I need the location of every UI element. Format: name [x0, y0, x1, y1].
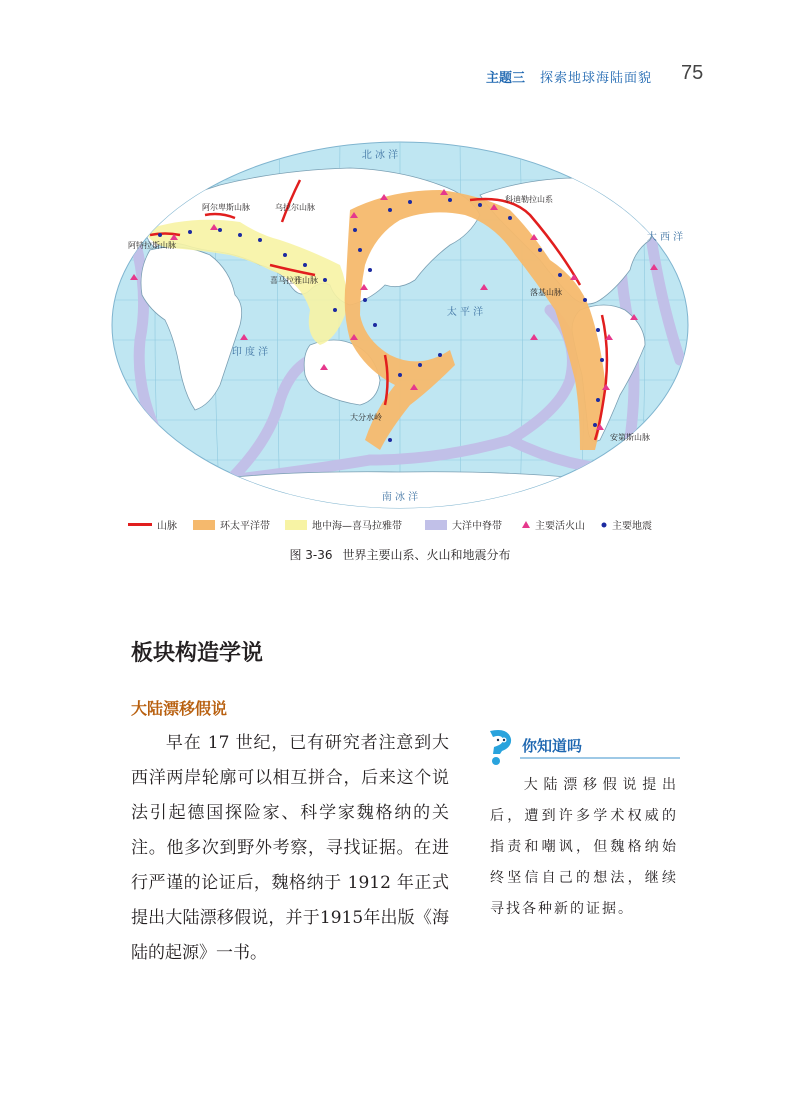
- label-atlantic-north: 大 西 洋: [646, 232, 684, 243]
- sidebar-text: 大陆漂移假说提出后，遭到许多学术权威的指责和嘲讽，但魏格纳始终坚信自己的想法，继续寻找各种新的证据。: [490, 777, 678, 917]
- label-arctic-ocean: 北 冰 洋: [361, 150, 399, 161]
- label-ural: 乌拉尔山脉: [275, 203, 315, 212]
- sidebar-header: [478, 727, 678, 767]
- earthquake-icon: [601, 522, 607, 528]
- label-andes: 安第斯山脉: [610, 433, 650, 442]
- legend-mediterranean-belt: 地中海—喜马拉雅带: [285, 517, 402, 532]
- label-indian-ocean: 印 度 洋: [231, 347, 269, 358]
- legend-volcano: 主要活火山: [522, 517, 585, 532]
- label-great-dividing: 大分水岭: [350, 413, 382, 422]
- map-legend: [0, 514, 800, 534]
- volcano-icon: [522, 521, 530, 528]
- figure-caption: [0, 546, 800, 563]
- label-cordillera: 科迪勒拉山系: [505, 195, 553, 204]
- legend-earthquake: 主要地震: [601, 517, 652, 532]
- header-title: 探索地球海陆面貌: [540, 71, 653, 86]
- figure-number: 图 3-36: [289, 548, 333, 562]
- section-title: 板块构造学说: [131, 641, 264, 666]
- legend-swatch-mountain: [128, 523, 152, 526]
- sidebar-divider: [520, 757, 680, 759]
- sidebar-title: 你知道吗: [522, 737, 583, 755]
- label-pacific-ocean: 太 平 洋: [446, 307, 484, 318]
- body-text: 早在 17 世纪，已有研究者注意到大西洋两岸轮廓可以相互拼合，后来这个说法引起德国探险家、科学家魏格纳的关注。他多次到野外考察，寻找证据。在进行严谨的论证后，魏格纳于 1912 年正式提出大陆漂移假说，并于1915年出版《海陆的起源》一书。: [131, 733, 449, 963]
- label-atlas: 阿特拉斯山脉: [128, 241, 176, 250]
- legend-mountain: 山脉: [128, 517, 177, 532]
- world-map: [110, 140, 690, 510]
- page-number: 75: [681, 62, 704, 84]
- section-subtitle: 大陆漂移假说: [131, 699, 228, 718]
- legend-swatch-pacific-belt: [193, 520, 215, 530]
- legend-swatch-mid-ocean-ridge: [425, 520, 447, 530]
- greenland: [610, 158, 660, 190]
- page-header: [0, 64, 800, 88]
- legend-swatch-mediterranean-belt: [285, 520, 307, 530]
- header-theme: 主题三: [486, 71, 526, 86]
- question-mascot-icon: [478, 727, 518, 767]
- sidebar-paragraph: [490, 770, 678, 925]
- label-himalaya: 喜马拉雅山脉: [270, 276, 318, 285]
- label-southern-ocean: 南 冰 洋: [381, 492, 419, 503]
- body-paragraph: [131, 726, 449, 971]
- legend-pacific-belt: 环太平洋带: [193, 517, 270, 532]
- legend-mid-ocean-ridge: 大洋中脊带: [425, 517, 502, 532]
- label-alps: 阿尔卑斯山脉: [202, 203, 250, 212]
- antarctica: [170, 472, 630, 510]
- figure-caption-text: 世界主要山系、火山和地震分布: [342, 548, 511, 562]
- label-rockies: 落基山脉: [530, 288, 562, 297]
